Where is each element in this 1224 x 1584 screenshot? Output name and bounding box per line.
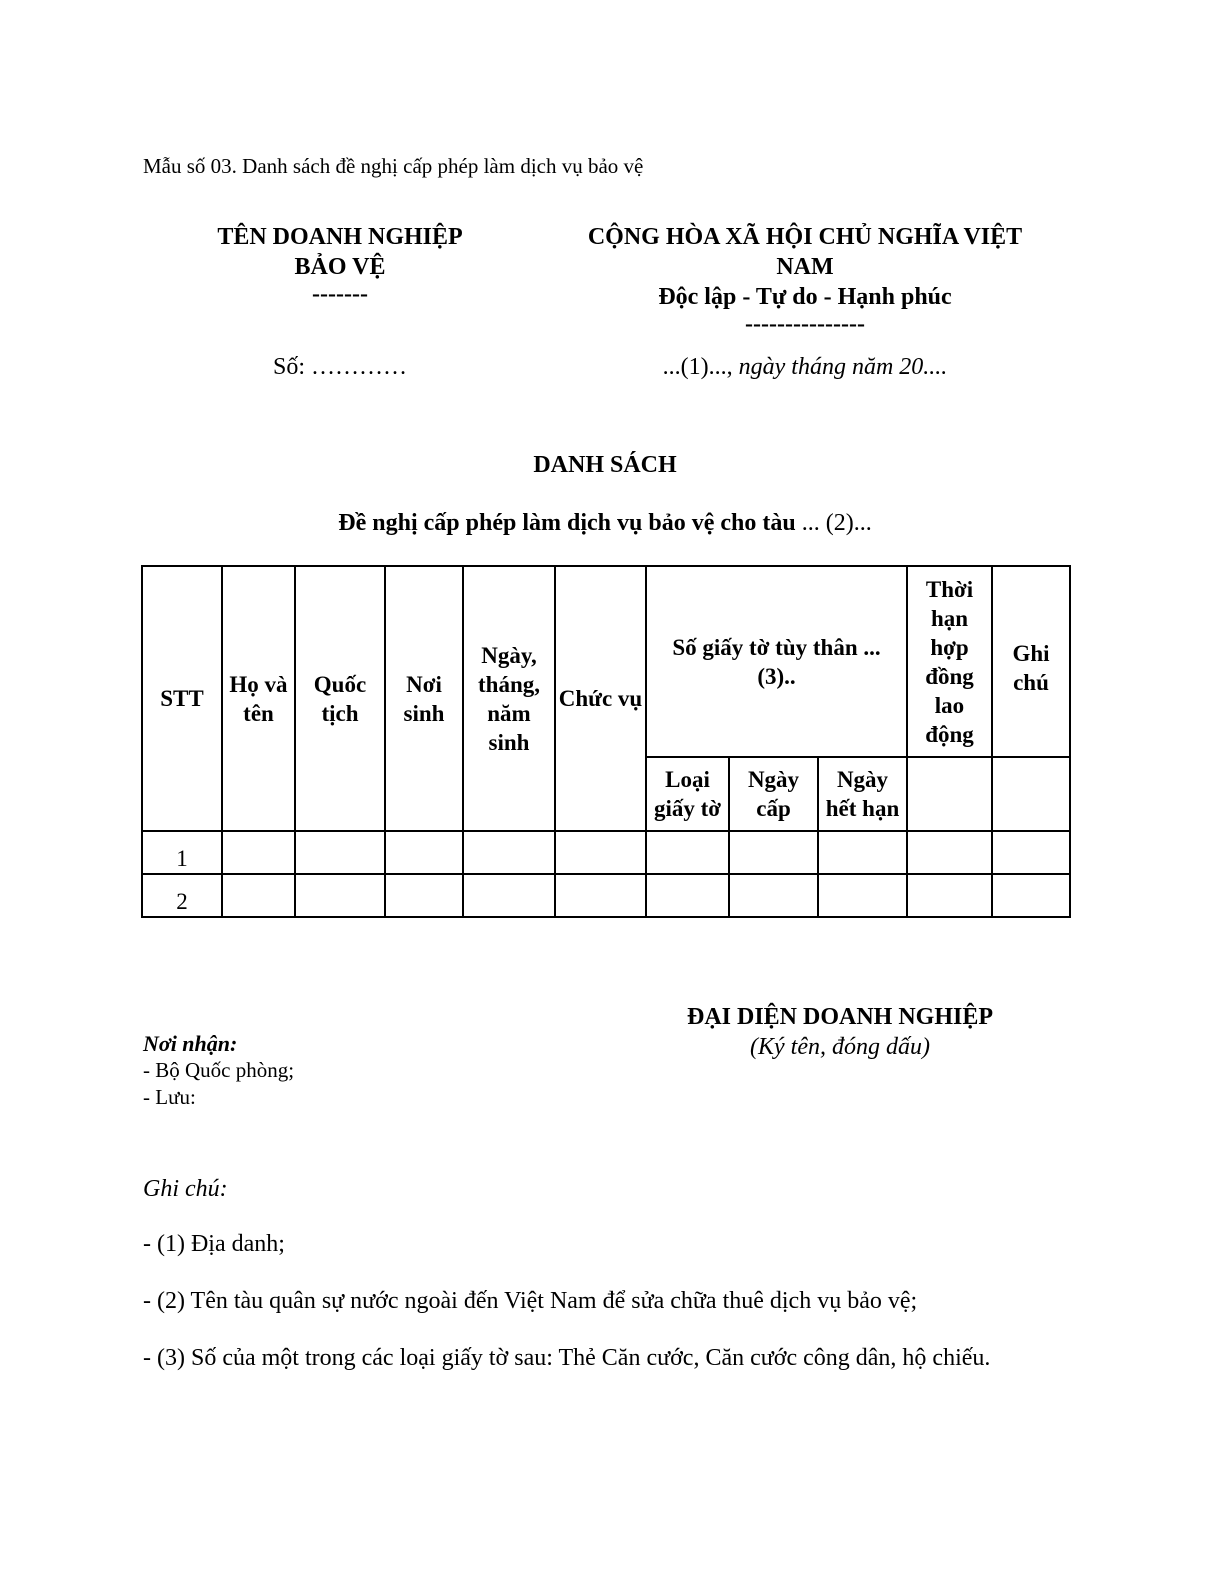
recipients-heading: Nơi nhận: xyxy=(143,1031,238,1056)
header-nationality: Quốc tịch xyxy=(295,566,385,831)
national-header xyxy=(560,222,1050,336)
header-expiry-date: Ngày hết hạn xyxy=(818,757,907,831)
header-issue-date: Ngày cấp xyxy=(729,757,818,831)
header-name: Họ và tên xyxy=(222,566,295,831)
personnel-table xyxy=(141,565,1071,918)
recipient-item: - Lưu: xyxy=(143,1085,196,1109)
company-header xyxy=(180,222,500,306)
header-birthplace: Nơi sinh xyxy=(385,566,463,831)
table-row xyxy=(142,831,1070,874)
date-fields: ngày tháng năm 20.... xyxy=(732,354,948,380)
note-item: - (2) Tên tàu quân sự nước ngoài đến Việt Nam để sửa chữa thuê dịch vụ bảo vệ; xyxy=(143,1288,918,1314)
company-name-line1: TÊN DOANH NGHIỆP xyxy=(217,224,463,250)
motto-separator: --------------- xyxy=(745,311,865,337)
representative-block xyxy=(640,1002,1040,1062)
header-id-type: Loại giấy tờ xyxy=(646,757,729,831)
representative-title: ĐẠI DIỆN DOANH NGHIỆP xyxy=(686,1004,994,1030)
document-title: DANH SÁCH xyxy=(533,452,677,478)
country-name-line1: CỘNG HÒA XÃ HỘI CHỦ NGHĨA VIỆT xyxy=(587,224,1023,250)
recipients-block xyxy=(143,1030,294,1111)
subtitle-ref: ... (2)... xyxy=(795,510,872,536)
header-id-group: Số giấy tờ tùy thân ... (3).. xyxy=(646,566,907,757)
document-subtitle xyxy=(0,510,1210,537)
header-position: Chức vụ xyxy=(555,566,646,831)
table-row xyxy=(142,874,1070,917)
row-number: 1 xyxy=(142,831,222,874)
header-contract: Thời hạn hợp đồng lao động xyxy=(907,566,992,757)
empty-cell xyxy=(992,757,1070,831)
header-note: Ghi chú xyxy=(992,566,1070,757)
row-number: 2 xyxy=(142,874,222,917)
company-separator: ------- xyxy=(312,281,368,307)
country-name-line2: NAM xyxy=(776,254,834,280)
header-dob: Ngày, tháng, năm sinh xyxy=(463,566,555,831)
notes-heading: Ghi chú: xyxy=(143,1176,228,1202)
form-label: Mẫu số 03. Danh sách đề nghị cấp phép làm dịch vụ bảo vệ xyxy=(143,154,644,178)
note-item: - (1) Địa danh; xyxy=(143,1231,285,1257)
header-stt: STT xyxy=(142,566,222,831)
notes-block xyxy=(143,1176,990,1400)
document-number: Số: ………… xyxy=(272,354,407,380)
subtitle-main: Đề nghị cấp phép làm dịch vụ bảo vệ cho tàu xyxy=(338,510,796,536)
empty-cell xyxy=(907,757,992,831)
header-row xyxy=(142,566,1070,757)
representative-sign-note: (Ký tên, đóng dấu) xyxy=(750,1034,930,1060)
date-place: ...(1)..., xyxy=(662,354,733,380)
document-date xyxy=(560,354,1050,381)
note-item: - (3) Số của một trong các loại giấy tờ sau: Thẻ Căn cước, Căn cước công dân, hộ chiếu. xyxy=(143,1345,991,1371)
motto: Độc lập - Tự do - Hạnh phúc xyxy=(658,284,952,310)
company-name-line2: BẢO VỆ xyxy=(294,254,386,280)
recipient-item: - Bộ Quốc phòng; xyxy=(143,1058,295,1082)
